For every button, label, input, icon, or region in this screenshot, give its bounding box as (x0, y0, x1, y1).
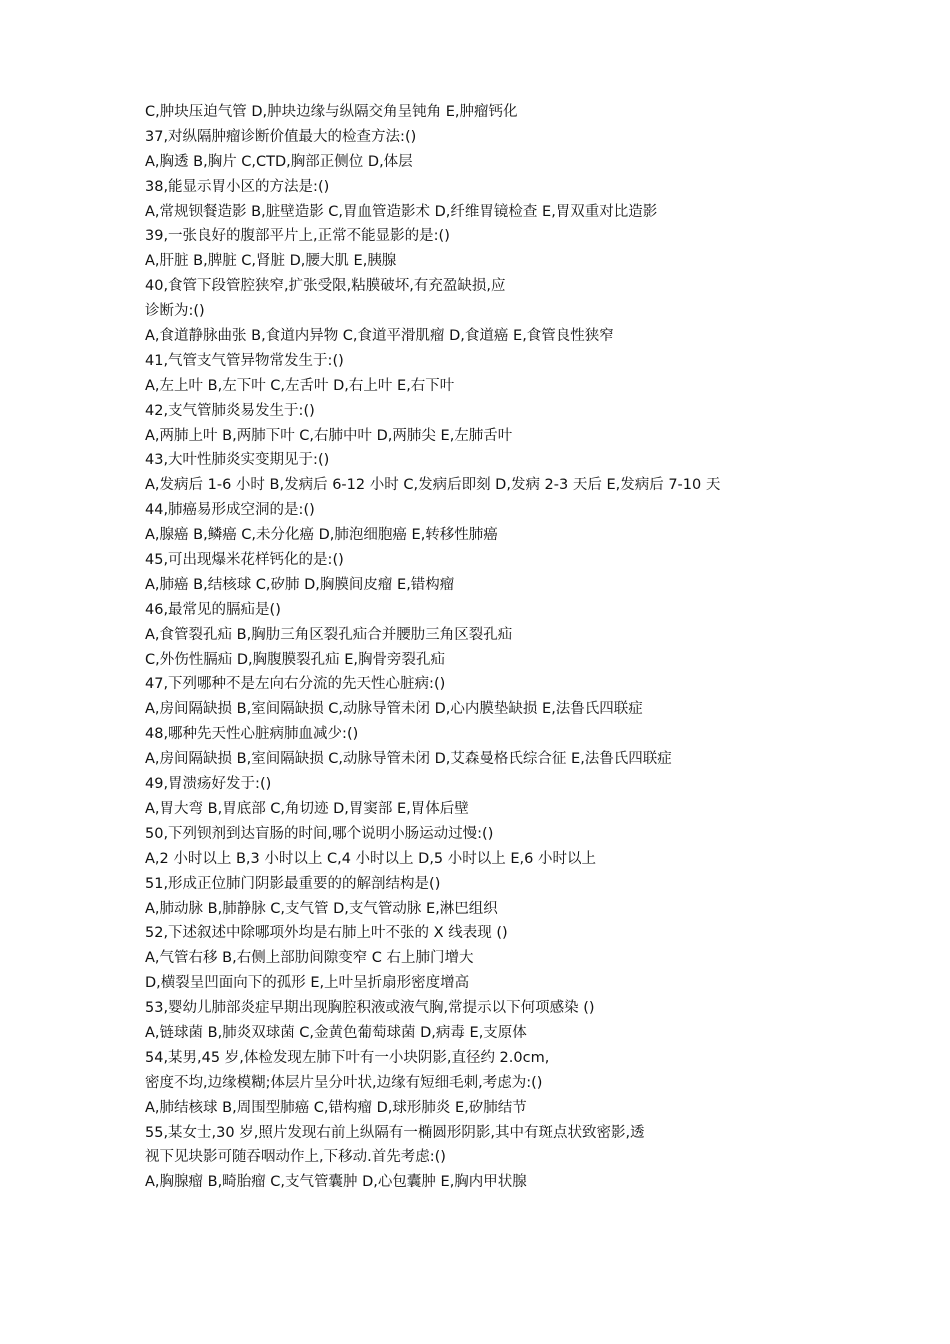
question-line: 52,下述叙述中除哪项外均是右肺上叶不张的 X 线表现 () (145, 925, 508, 942)
options-line: A,房间隔缺损 B,室间隔缺损 C,动脉导管未闭 D,心内膜垫缺损 E,法鲁氏四联症 (145, 701, 643, 718)
options-line: A,肺癌 B,结核球 C,矽肺 D,胸膜间皮瘤 E,错构瘤 (145, 576, 455, 593)
question-line: 48,哪种先天性心脏病肺血减少:() (145, 726, 359, 743)
question-line: 46,最常见的膈疝是() (145, 601, 281, 618)
question-line: 49,胃溃疡好发于:() (145, 776, 272, 793)
question-line: 50,下列钡剂到达盲肠的时间,哪个说明小肠运动过慢:() (145, 825, 494, 842)
options-line: C,外伤性膈疝 D,胸腹膜裂孔疝 E,胸骨旁裂孔疝 (145, 651, 445, 668)
question-line: 38,能显示胃小区的方法是:() (145, 178, 330, 195)
options-line: A,胃大弯 B,胃底部 C,角切迹 D,胃窦部 E,胃体后壁 (145, 800, 469, 817)
question-line: 40,食管下段管腔狭窄,扩张受限,粘膜破坏,有充盈缺损,应 (145, 278, 506, 295)
options-line: D,横裂呈凹面向下的孤形 E,上叶呈折扇形密度增高 (145, 975, 470, 992)
question-line: 39,一张良好的腹部平片上,正常不能显影的是:() (145, 228, 450, 245)
options-line: A,肺结核球 B,周围型肺癌 C,错构瘤 D,球形肺炎 E,矽肺结节 (145, 1099, 527, 1116)
options-line: A,常规钡餐造影 B,脏壁造影 C,胃血管造影术 D,纤维胃镜检查 E,胃双重对比造影 (145, 203, 658, 220)
question-line: 47,下列哪种不是左向右分流的先天性心脏病:() (145, 676, 446, 693)
options-line: A,发病后 1-6 小时 B,发病后 6-12 小时 C,发病后即刻 D,发病 2-3 天后 E,发病后 7-10 天 (145, 477, 721, 494)
options-line: A,胸透 B,胸片 C,CTD,胸部正侧位 D,体层 (145, 153, 413, 170)
options-line: C,肿块压迫气管 D,肿块边缘与纵隔交角呈钝角 E,肿瘤钙化 (145, 104, 518, 120)
question-line: 51,形成正位肺门阴影最重要的的解剖结构是() (145, 875, 441, 892)
question-line: 41,气管支气管异物常发生于:() (145, 352, 344, 369)
options-line: A,2 小时以上 B,3 小时以上 C,4 小时以上 D,5 小时以上 E,6 小时以上 (145, 850, 596, 867)
question-line: 53,婴幼儿肺部炎症早期出现胸腔积液或液气胸,常提示以下何项感染 () (145, 1000, 595, 1017)
question-line: 45,可出现爆米花样钙化的是:() (145, 552, 344, 569)
options-line: A,肝脏 B,脾脏 C,肾脏 D,腰大肌 E,胰腺 (145, 253, 397, 270)
question-line: 44,肺癌易形成空洞的是:() (145, 502, 315, 519)
options-line: A,链球菌 B,肺炎双球菌 C,金黄色葡萄球菌 D,病毒 E,支原体 (145, 1024, 527, 1041)
options-line: A,两肺上叶 B,两肺下叶 C,右肺中叶 D,两肺尖 E,左肺舌叶 (145, 427, 513, 444)
text-line: 密度不均,边缘模糊;体层片呈分叶状,边缘有短细毛刺,考虑为:() (145, 1074, 543, 1091)
options-line: A,腺癌 B,鳞癌 C,未分化癌 D,肺泡细胞癌 E,转移性肺癌 (145, 527, 498, 544)
question-line: 43,大叶性肺炎实变期见于:() (145, 452, 330, 469)
options-line: A,胸腺瘤 B,畸胎瘤 C,支气管囊肿 D,心包囊肿 E,胸内甲状腺 (145, 1174, 527, 1191)
options-line: A,左上叶 B,左下叶 C,左舌叶 D,右上叶 E,右下叶 (145, 377, 455, 394)
question-line: 55,某女士,30 岁,照片发现右前上纵隔有一椭圆形阴影,其中有斑点状致密影,透 (145, 1124, 645, 1141)
options-line: A,气管右移 B,右侧上部肋间隙变窄 C 右上肺门增大 (145, 950, 474, 967)
options-line: A,食管裂孔疝 B,胸肋三角区裂孔疝合并腰肋三角区裂孔疝 (145, 626, 513, 643)
text-line: 诊断为:() (145, 303, 205, 320)
text-line: 视下见块影可随吞咽动作上,下移动.首先考虑:() (145, 1149, 446, 1166)
question-line: 42,支气管肺炎易发生于:() (145, 402, 315, 419)
options-line: A,食道静脉曲张 B,食道内异物 C,食道平滑肌瘤 D,食道癌 E,食管良性狭窄 (145, 328, 614, 345)
question-line: 54,某男,45 岁,体检发现左肺下叶有一小块阴影,直径约 2.0cm, (145, 1049, 550, 1066)
options-line: A,房间隔缺损 B,室间隔缺损 C,动脉导管未闭 D,艾森曼格氏综合征 E,法鲁氏四联症 (145, 751, 672, 768)
options-line: A,肺动脉 B,肺静脉 C,支气管 D,支气管动脉 E,淋巴组织 (145, 900, 498, 917)
document-body (145, 100, 845, 1195)
question-line: 37,对纵隔肿瘤诊断价值最大的检查方法:() (145, 128, 417, 145)
